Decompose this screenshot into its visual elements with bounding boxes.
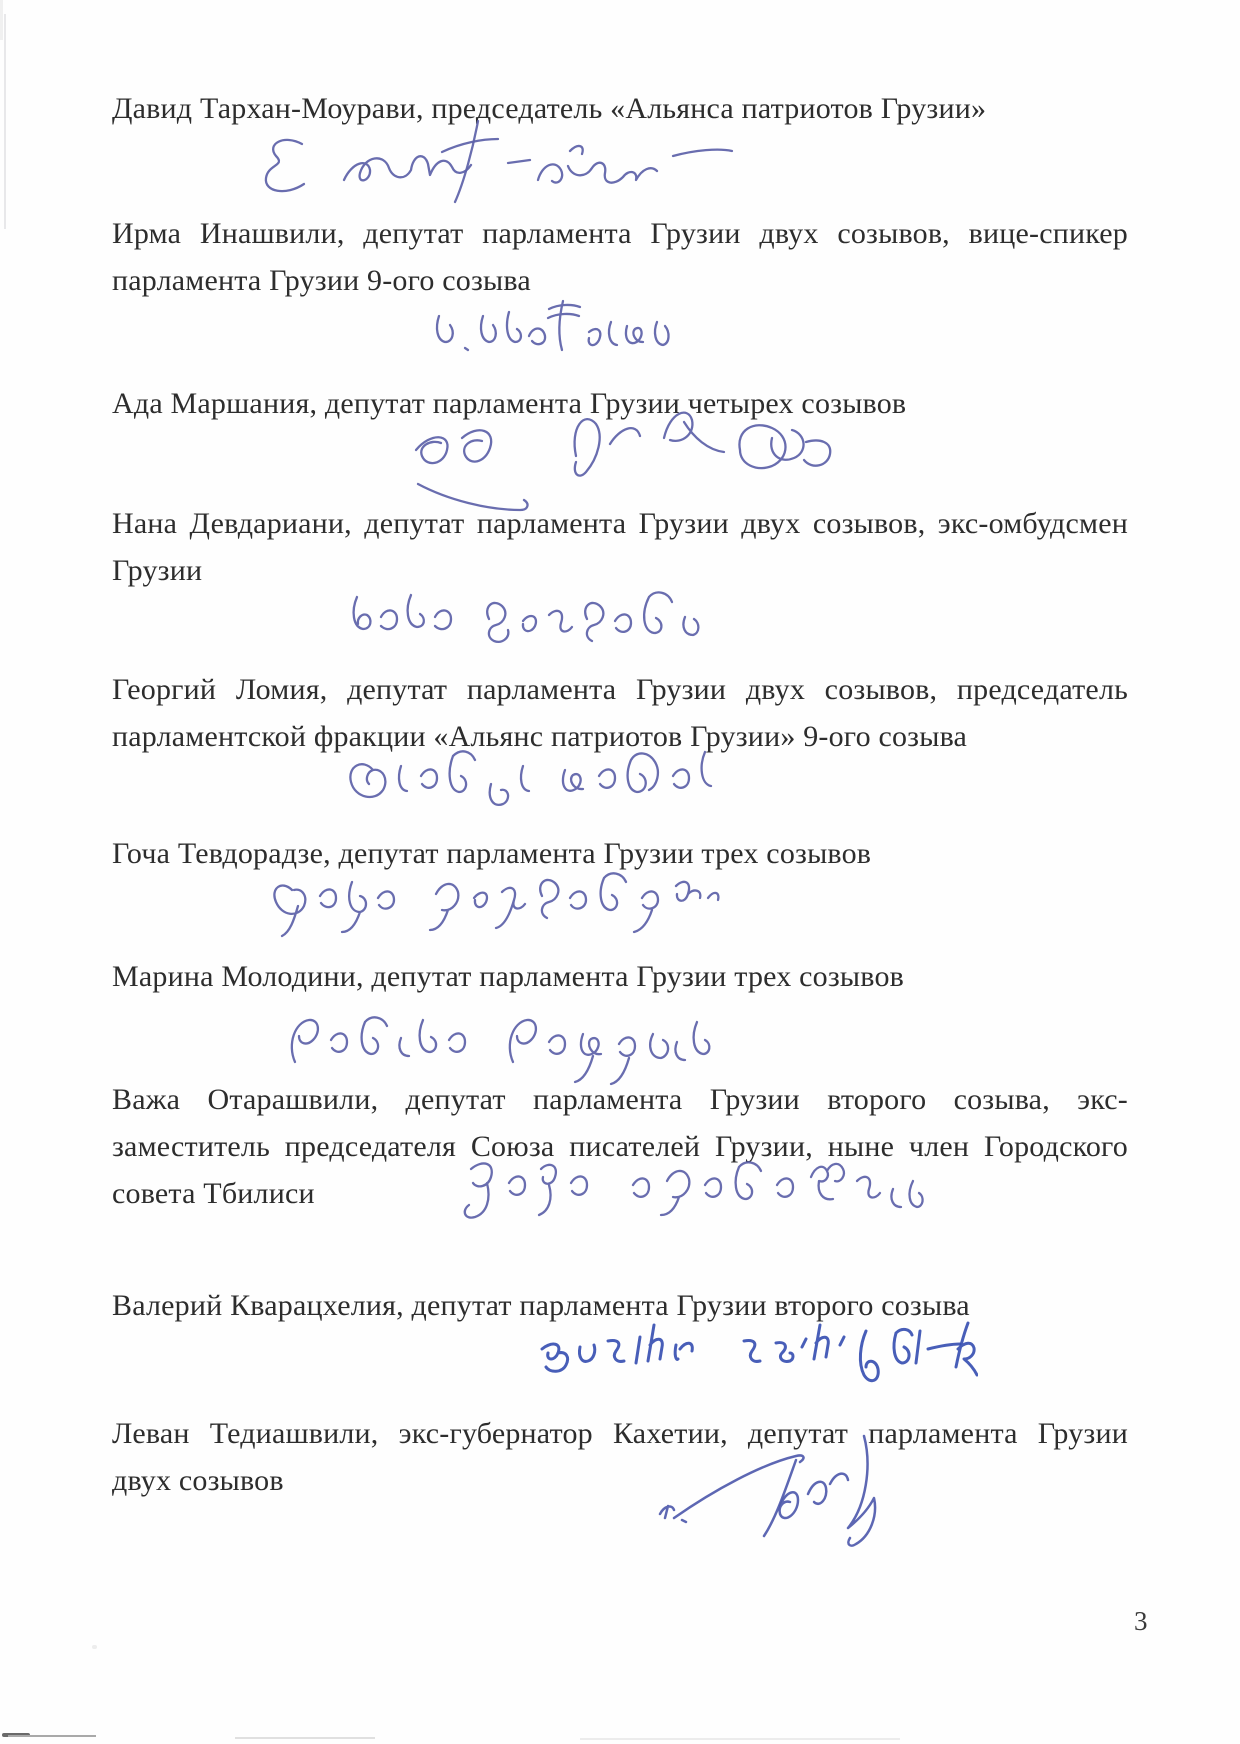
text-line: двух созывов	[112, 1464, 284, 1497]
page-number: 3	[1134, 1606, 1148, 1636]
text-line: Марина Молодини, депутат парламента Грузии трех созывов	[112, 960, 905, 993]
text-line: Ада Маршания, депутат парламента Грузии четырех созывов	[112, 387, 907, 420]
entry-molodini	[112, 953, 1128, 1000]
entry-marshania	[112, 380, 1128, 427]
entry-tevdoradze	[112, 830, 1128, 877]
entry-kvaratskhelia	[112, 1282, 1128, 1329]
entry-otarashvili	[112, 1076, 1128, 1217]
scan-artifact	[580, 1738, 900, 1740]
text-line: Важа Отарашвили, депутат парламента Грузии второго созыва, экс-	[112, 1083, 1128, 1116]
scan-artifact	[92, 1645, 97, 1649]
text-line: Гоча Тевдорадзе, депутат парламента Грузии трех созывов	[112, 837, 872, 870]
text-line: парламентской фракции «Альянс патриотов Грузии» 9-ого созыва	[112, 720, 968, 753]
text-line: Ирма Инашвили, депутат парламента Грузии двух созывов, вице-спикер	[112, 217, 1128, 250]
text-line: совета Тбилиси	[112, 1177, 315, 1210]
scan-artifact	[235, 1737, 375, 1739]
text-line: Нана Девдариани, депутат парламента Грузии двух созывов, экс-омбудсмен	[112, 507, 1128, 540]
entry-tediashvili	[112, 1410, 1128, 1504]
entry-lomia	[112, 666, 1128, 760]
entry-devdariani	[112, 500, 1128, 594]
signature-inashvili	[425, 298, 695, 362]
entry-inashvili	[112, 210, 1128, 304]
text-line: Георгий Ломия, депутат парламента Грузии двух созывов, председатель	[112, 673, 1128, 706]
text-line: заместитель председателя Союза писателей Грузии, ныне член Городского	[112, 1130, 1128, 1163]
entry-tarkhan-mouravi	[112, 85, 1128, 132]
scan-artifact	[8, 1735, 96, 1737]
text-line: Валерий Кварацхелия, депутат парламента Грузии второго созыва	[112, 1289, 970, 1322]
text-line: парламента Грузии 9-ого созыва	[112, 264, 531, 297]
text-line: Давид Тархан-Моурави, председатель «Альянса патриотов Грузии»	[112, 92, 987, 125]
text-line: Леван Тедиашвили, экс-губернатор Кахетии, депутат парламента Грузии	[112, 1417, 1128, 1450]
scan-artifact	[0, 0, 3, 40]
scan-artifact	[4, 14, 6, 229]
text-line: Грузии	[112, 554, 203, 587]
